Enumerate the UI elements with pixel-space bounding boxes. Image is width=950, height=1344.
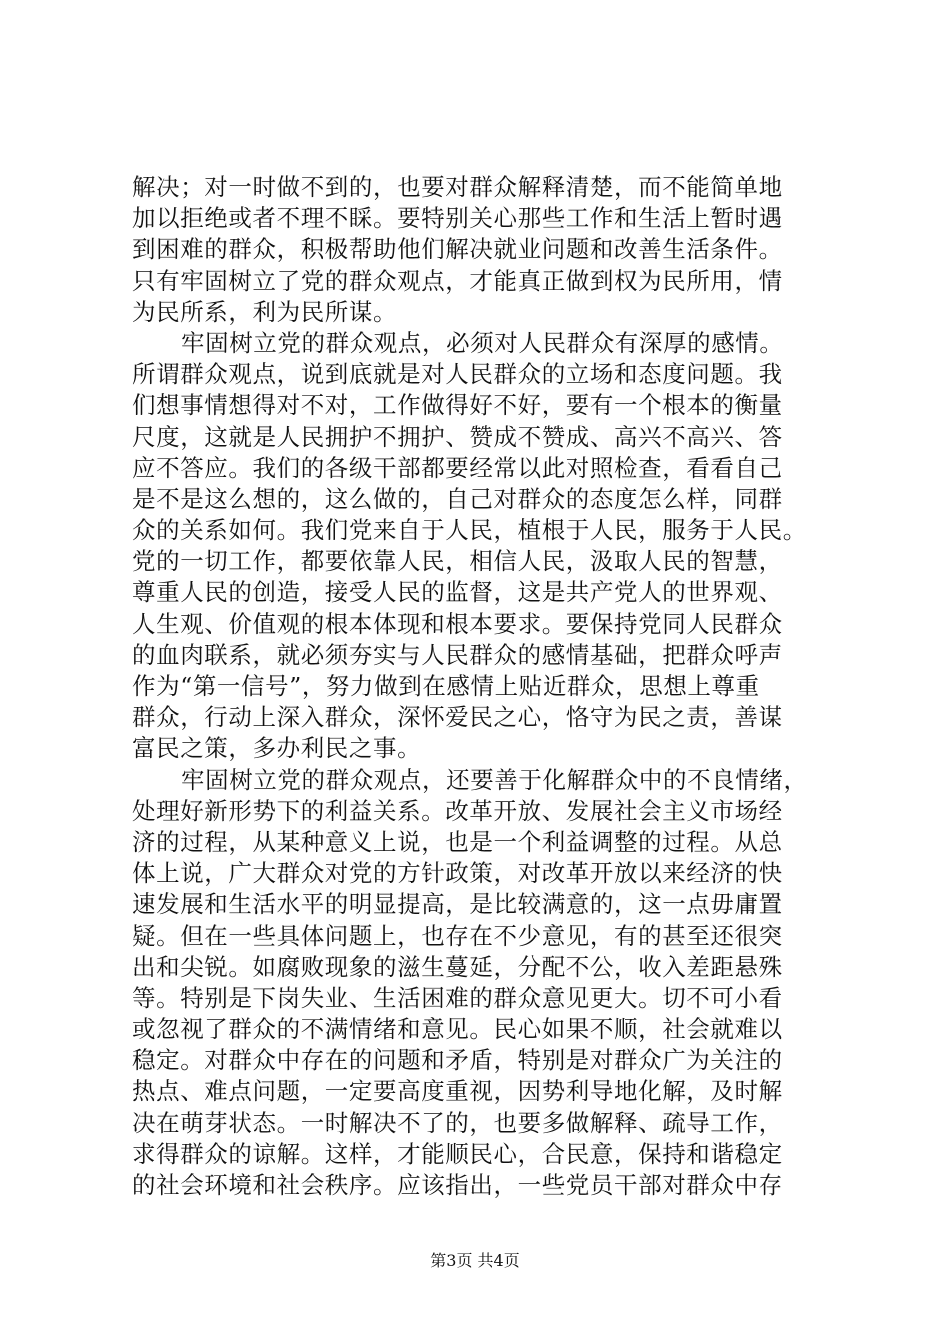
text-line: 疑。但在一些具体问题上，也存在不少意见，有的甚至还很突 bbox=[132, 921, 783, 950]
text-line: 为民所系，利为民所谋。 bbox=[132, 297, 398, 326]
text-line: 或忽视了群众的不满情绪和意见。民心如果不顺，社会就难以 bbox=[132, 1015, 783, 1044]
text-line: 应不答应。我们的各级干部都要经常以此对照检查，看看自己 bbox=[132, 453, 783, 482]
text-line: 体上说，广大群众对党的方针政策，对改革开放以来经济的快 bbox=[132, 859, 783, 888]
text-line: 是不是这么想的，这么做的，自己对群众的态度怎么样，同群 bbox=[132, 484, 783, 513]
text-line: 济的过程，从某种意义上说，也是一个利益调整的过程。从总 bbox=[132, 827, 783, 856]
text-line: 等。特别是下岗失业、生活困难的群众意见更大。切不可小看 bbox=[132, 983, 783, 1012]
text-line: 所谓群众观点，说到底就是对人民群众的立场和态度问题。我 bbox=[132, 360, 783, 389]
paragraph-first-line: 牢固树立党的群众观点，必须对人民群众有深厚的感情。 bbox=[181, 328, 784, 357]
text-line: 们想事情想得对不对，工作做得好不好，要有一个根本的衡量 bbox=[132, 391, 783, 420]
text-line: 处理好新形势下的利益关系。改革开放、发展社会主义市场经 bbox=[132, 796, 783, 825]
text-line: 富民之策，多办利民之事。 bbox=[132, 734, 422, 763]
text-line: 党的一切工作，都要依靠人民，相信人民，汲取人民的智慧， bbox=[132, 547, 783, 576]
text-line: 解决；对一时做不到的，也要对群众解释清楚，而不能简单地 bbox=[132, 173, 783, 201]
text-line: 的社会环境和社会秩序。应该指出，一些党员干部对群众中存 bbox=[132, 1171, 783, 1199]
text-line: 群众，行动上深入群众，深怀爱民之心，恪守为民之责，善谋 bbox=[132, 703, 783, 732]
text-line: 决在萌芽状态。一时解决不了的，也要多做解释、疏导工作， bbox=[132, 1108, 783, 1137]
paragraph-first-line: 牢固树立党的群众观点，还要善于化解群众中的不良情绪， bbox=[181, 765, 808, 794]
text-line: 尊重人民的创造，接受人民的监督，这是共产党人的世界观、 bbox=[132, 578, 783, 607]
text-line: 稳定。对群众中存在的问题和矛盾，特别是对群众广为关注的 bbox=[132, 1046, 783, 1075]
text-line: 作为“第一信号”，努力做到在感情上贴近群众，思想上尊重 bbox=[132, 672, 760, 700]
text-line: 加以拒绝或者不理不睬。要特别关心那些工作和生活上暂时遇 bbox=[132, 204, 783, 233]
page-number-footer: 第3页 共4页 bbox=[430, 1251, 520, 1270]
text-line: 热点、难点问题，一定要高度重视，因势利导地化解，及时解 bbox=[132, 1077, 783, 1106]
body-text bbox=[132, 172, 832, 1201]
text-line: 只有牢固树立了党的群众观点，才能真正做到权为民所用，情 bbox=[132, 266, 783, 295]
text-line: 尺度，这就是人民拥护不拥护、赞成不赞成、高兴不高兴、答 bbox=[132, 422, 783, 451]
text-line: 人生观、价值观的根本体现和根本要求。要保持党同人民群众 bbox=[132, 609, 783, 638]
text-line: 出和尖锐。如腐败现象的滋生蔓延，分配不公，收入差距悬殊 bbox=[132, 952, 783, 981]
text-line: 求得群众的谅解。这样，才能顺民心，合民意，保持和谐稳定 bbox=[132, 1139, 783, 1168]
text-line: 速发展和生活水平的明显提高，是比较满意的，这一点毋庸置 bbox=[132, 890, 783, 919]
text-line: 众的关系如何。我们党来自于人民，植根于人民，服务于人民。 bbox=[132, 516, 807, 545]
text-line: 到困难的群众，积极帮助他们解决就业问题和改善生活条件。 bbox=[132, 235, 783, 264]
text-line: 的血肉联系，就必须夯实与人民群众的感情基础，把群众呼声 bbox=[132, 640, 783, 669]
